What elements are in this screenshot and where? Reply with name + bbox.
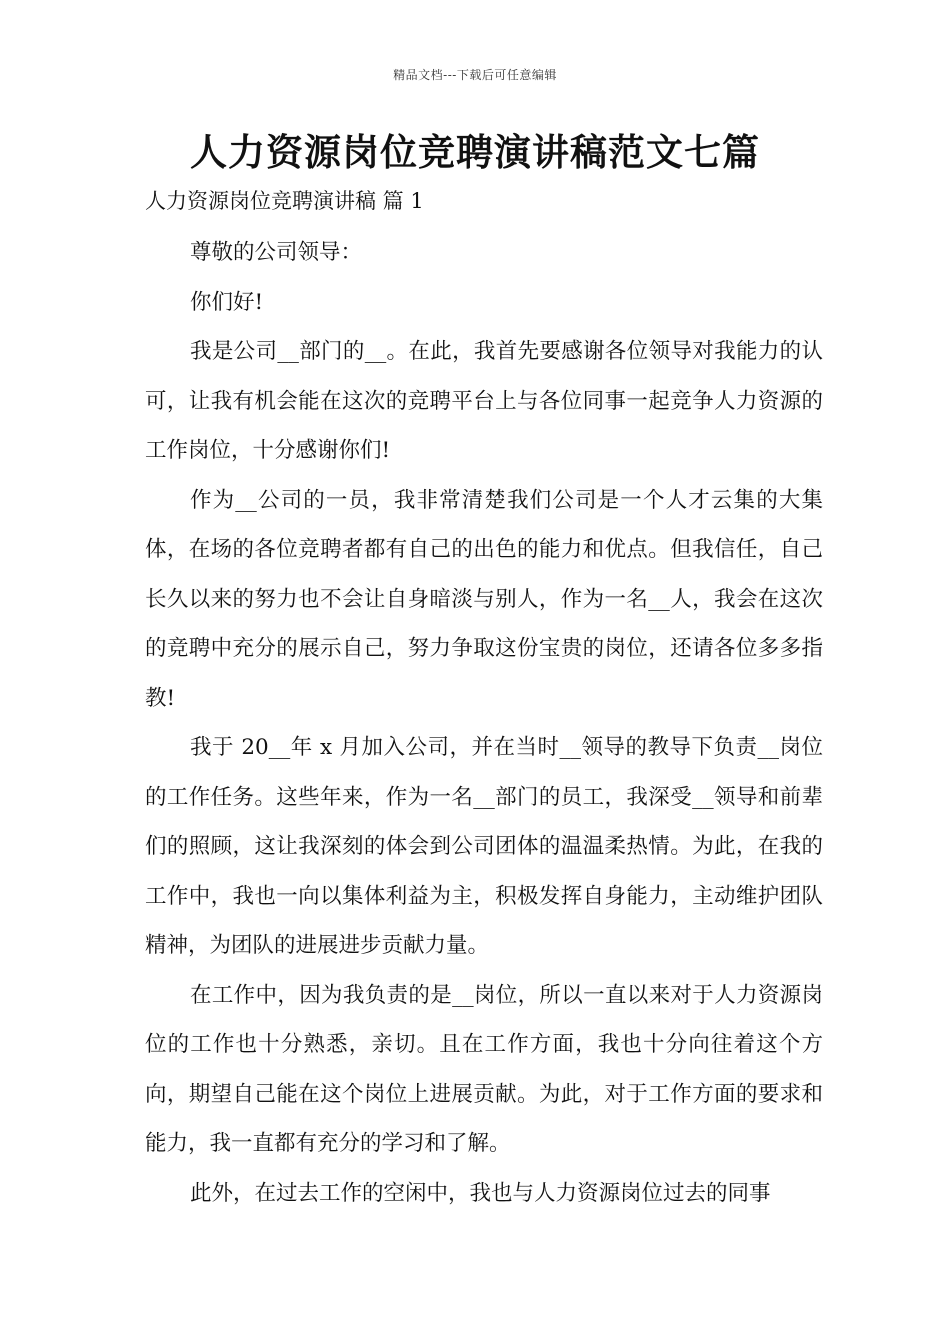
section-subtitle: 人力资源岗位竞聘演讲稿 篇 1 — [145, 189, 424, 213]
paragraph: 在工作中，因为我负责的是__岗位，所以一直以来对于人力资源岗位的工作也十分熟悉，亲切。且在工作方面，我也十分向往着这个方向，期望自己能在这个岗位上进展贡献。为此，对于工作方面的要求和能力，我一直都有充分的学习和了解。 — [145, 982, 823, 1156]
paragraph: 我是公司__部门的__。在此，我首先要感谢各位领导对我能力的认可，让我有机会能在这次的竞聘平台上与各位同事一起竞争人力资源的工作岗位，十分感谢你们! — [145, 339, 823, 463]
header-note: 精品文档---下载后可任意编辑 — [393, 68, 557, 82]
paragraph-greeting: 你们好! — [190, 289, 264, 315]
document-title: 人力资源岗位竞聘演讲稿范文七篇 — [190, 130, 760, 174]
paragraph-salutation: 尊敬的公司领导： — [190, 240, 363, 265]
document-body — [145, 228, 823, 1218]
paragraph: 作为__公司的一员，我非常清楚我们公司是一个人才云集的大集体，在场的各位竞聘者都有自己的出色的能力和优点。但我信任，自己长久以来的努力也不会让自身暗淡与别人，作为一名__人，我会在这次的竞聘中充分的展示自己，努力争取这份宝贵的岗位，还请各位多多指教! — [145, 487, 823, 711]
paragraph: 此外，在过去工作的空闲中，我也与人力资源岗位过去的同事 — [190, 1180, 771, 1206]
paragraph: 我于 20__年 x 月加入公司，并在当时__领导的教导下负责__岗位的工作任务。这些年来，作为一名__部门的员工，我深受__领导和前辈们的照顾，这让我深刻的体会到公司团体的温温柔热情。为此，在我的工作中，我也一向以集体利益为主，积极发挥自身能力，主动维护团队精神，为团队的进展进步贡献力量。 — [145, 735, 823, 958]
